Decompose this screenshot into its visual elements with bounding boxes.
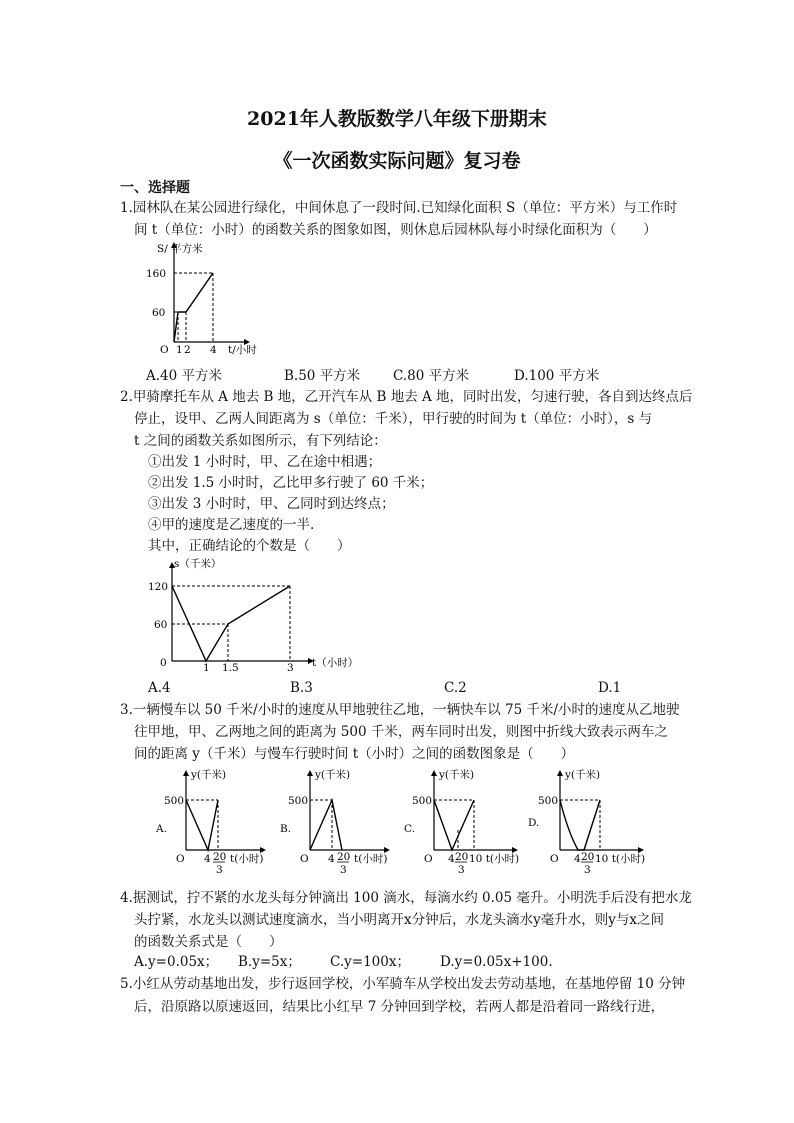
q4-option-c[interactable]: C.y=100x； <box>330 954 410 970</box>
q2-option-c[interactable]: C.2 <box>444 680 467 696</box>
q3b-letter: B. <box>280 823 292 835</box>
q4-line2: 头拧紧，水龙头以测试速度滴水，当小明离开x分钟后，水龙头滴水y毫升水，则y与x之间 <box>134 912 664 928</box>
q3b-ytick: 500 <box>288 795 309 807</box>
q1-xtick-1: 1 <box>176 344 183 356</box>
q1-origin: O <box>160 344 169 356</box>
q2-option-a[interactable]: A.4 <box>148 680 171 696</box>
q3c-ylabel: y(千米) <box>439 769 475 781</box>
q2-statement-4: ④甲的速度是乙速度的一半. <box>148 517 315 533</box>
q3-line1: 3.一辆慢车以 50 千米/小时的速度从甲地驶往乙地，一辆快车以 75 千米/小时的速度从乙地驶 <box>120 702 680 718</box>
q1-line2: 间 t（单位：小时）的函数关系的图象如图，则休息后园林队每小时绿化面积为（ ） <box>134 222 657 238</box>
q2-line1: 2.甲骑摩托车从 A 地去 B 地，乙开汽车从 B 地去 A 地，同时出发，匀速行驶，各自到达终点后 <box>120 389 693 405</box>
q4-option-b[interactable]: B.y=5x； <box>238 954 301 970</box>
q2-ylabel: s（千米） <box>174 558 222 570</box>
q1-graph <box>140 240 280 365</box>
q3d-origin: O <box>550 853 559 865</box>
q2-statement-3: ③出发 3 小时时，甲、乙同时到达终点； <box>148 496 395 512</box>
q3c-xtick-num: 20 <box>455 851 469 863</box>
q1-ytick-160: 160 <box>146 268 167 280</box>
q3b-xlabel: t(小时) <box>354 853 388 865</box>
q3d-ylabel: y(千米) <box>565 769 601 781</box>
q3a-xtick-4: 4 <box>204 853 211 865</box>
q3d-xtick-den: 3 <box>584 864 591 876</box>
q2-option-b[interactable]: B.3 <box>290 680 313 696</box>
q3-line3: 间的距离 y（千米）与慢车行驶时间 t（小时）之间的函数图象是（ ） <box>134 746 575 762</box>
q3d-xtick-4: 4 <box>574 853 581 865</box>
q3-graph-a[interactable] <box>148 768 273 880</box>
q2-graph <box>146 556 366 674</box>
q3d-xlabel: 10 t(小时) <box>595 853 646 865</box>
q3c-xlabel: 10 t(小时) <box>469 853 520 865</box>
doc-title-line1: 2021年人教版数学八年级下册期末 <box>247 108 547 130</box>
q4-line1: 4.据测试，拧不紧的水龙头每分钟滴出 100 滴水，每滴水约 0.05 毫升。小明洗手后没有把水龙 <box>120 890 692 906</box>
q3a-letter: A. <box>156 823 167 835</box>
q2-xtick-3: 3 <box>287 662 294 674</box>
q2-ytick-60: 60 <box>154 619 168 631</box>
q3a-xtick-den: 3 <box>216 864 223 876</box>
q4-option-d[interactable]: D.y=0.05x+100. <box>440 954 553 970</box>
q1-option-a[interactable]: A.40 平方米 <box>146 368 223 384</box>
q1-xlabel: t/小时 <box>228 344 257 356</box>
q3c-xtick-4: 4 <box>448 853 455 865</box>
q3b-ylabel: y(千米) <box>315 769 351 781</box>
q1-ylabel: S/ 平方米 <box>157 243 203 255</box>
q2-line2: 停止，设甲、乙两人间距离为 s（单位：千米），甲行驶的时间为 t（单位：小时），s 与 <box>134 411 653 427</box>
q3a-ylabel: y(千米) <box>191 769 227 781</box>
q3c-letter: C. <box>404 823 415 835</box>
section-heading: 一、选择题 <box>120 180 190 196</box>
q1-line1: 1.园林队在某公园进行绿化，中间休息了一段时间.已知绿化面积 S（单位：平方米）与工作时 <box>120 200 678 216</box>
q3b-xtick-4: 4 <box>328 853 335 865</box>
q2-xtick-1-5: 1.5 <box>222 662 239 674</box>
q2-statement-1: ①出发 1 小时时，甲、乙在途中相遇； <box>148 454 382 470</box>
q3a-ytick: 500 <box>164 795 185 807</box>
q2-xlabel: t（小时） <box>312 657 359 669</box>
q3c-xtick-den: 3 <box>458 864 465 876</box>
q5-line1: 5.小红从劳动基地出发，步行返回学校，小军骑车从学校出发去劳动基地，在基地停留 10 分钟 <box>120 976 686 992</box>
q3b-origin: O <box>300 853 309 865</box>
q1-option-b[interactable]: B.50 平方米 <box>284 368 361 384</box>
q3a-xtick-num: 20 <box>213 851 227 863</box>
q3a-xlabel: t(小时) <box>230 853 264 865</box>
q2-option-d[interactable]: D.1 <box>598 680 622 696</box>
q3d-xtick-num: 20 <box>581 851 595 863</box>
q4-option-a[interactable]: A.y=0.05x； <box>134 954 219 970</box>
q3-graph-c[interactable] <box>396 768 526 880</box>
q1-option-d[interactable]: D.100 平方米 <box>514 368 600 384</box>
q3-graph-b[interactable] <box>272 768 397 880</box>
q2-statement-2: ②出发 1.5 小时时，乙比甲多行驶了 60 千米； <box>148 475 434 491</box>
q2-line3: t 之间的函数关系如图所示，有下列结论： <box>134 433 387 449</box>
q3d-ytick: 500 <box>538 795 559 807</box>
q3-graph-d[interactable] <box>522 768 652 880</box>
q3d-letter: D. <box>528 817 540 829</box>
q1-option-c[interactable]: C.80 平方米 <box>393 368 470 384</box>
doc-title-line2: 《一次函数实际问题》复习卷 <box>273 150 521 172</box>
q1-ytick-60: 60 <box>152 307 166 319</box>
q3-line2: 往甲地，甲、乙两地之间的距离为 500 千米，两车同时出发，则图中折线大致表示两车之 <box>134 724 668 740</box>
q2-origin: 0 <box>160 657 167 669</box>
q1-xtick-2: 2 <box>184 344 191 356</box>
q4-line3: 的函数关系式是（ ） <box>134 934 283 950</box>
q5-line2: 后，沿原路以原速返回，结果比小红早 7 分钟回到学校，若两人都是沿着同一路线行进， <box>134 999 665 1015</box>
q3c-ytick: 500 <box>412 795 433 807</box>
q2-xtick-1: 1 <box>203 662 210 674</box>
q3a-origin: O <box>176 853 185 865</box>
q2-question: 其中，正确结论的个数是（ ） <box>148 538 351 554</box>
q3b-xtick-den: 3 <box>340 864 347 876</box>
q1-xtick-4: 4 <box>210 344 217 356</box>
q2-ytick-120: 120 <box>148 581 169 593</box>
q3b-xtick-num: 20 <box>337 851 351 863</box>
q3c-origin: O <box>424 853 433 865</box>
